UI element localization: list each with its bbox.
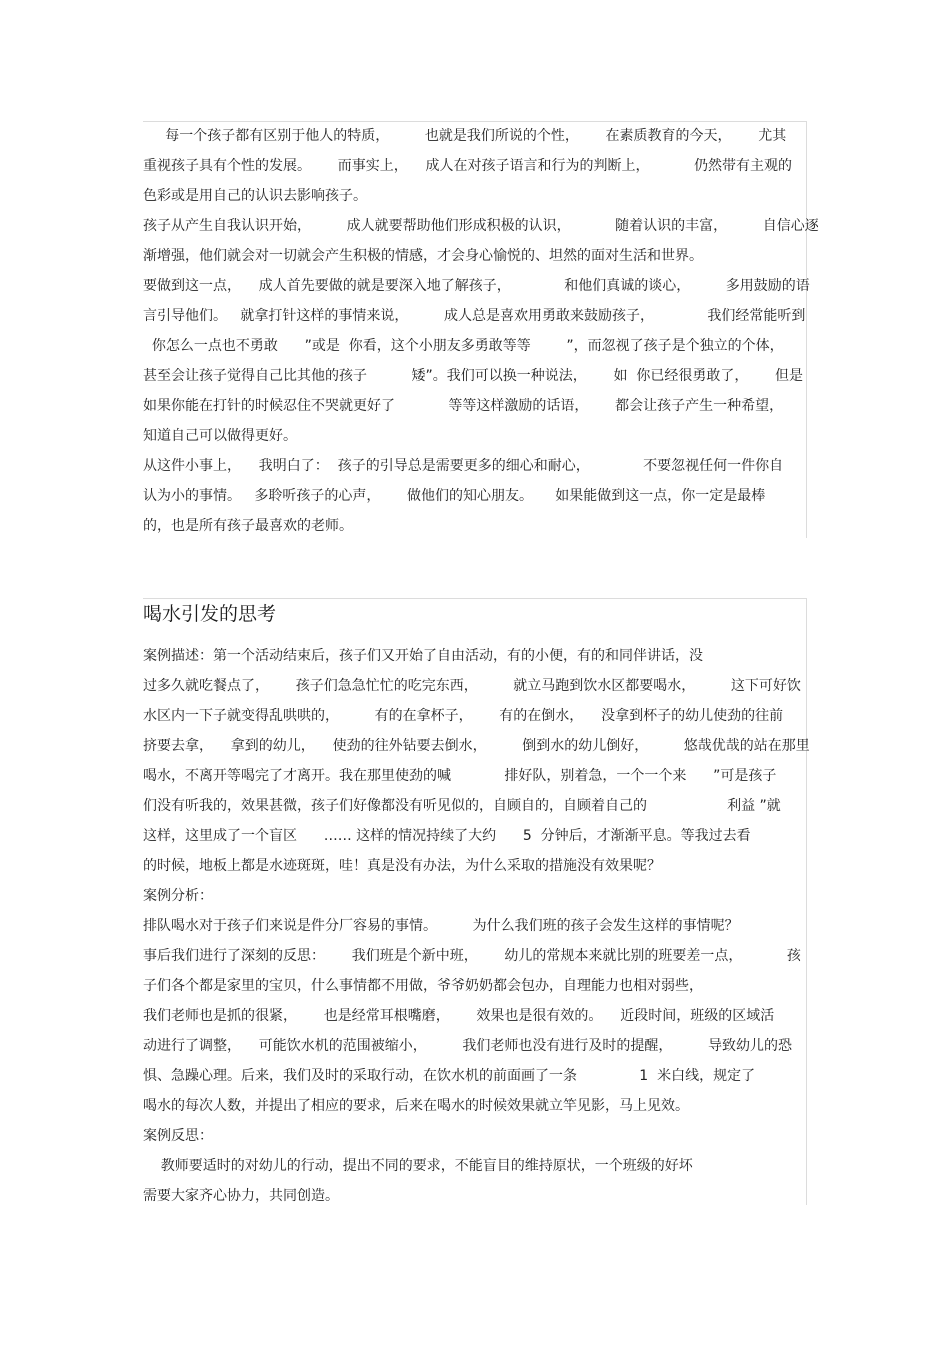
text-line: 案例分析： — [143, 888, 213, 904]
text-line: 每一个孩子都有区别于他人的特质， 也就是我们所说的个性， 在素质教育的今天， 尤其 — [143, 128, 787, 144]
text-line: 子们各个都是家里的宝贝，什么事情都不用做，爷爷奶奶都会包办，自理能力也相对弱些， — [143, 978, 703, 994]
case-study-section — [143, 598, 810, 1205]
text-line: 喝水，不离开等喝完了才离开。我在那里使劲的喊 排好队，别着急，一个一个来 ”可是孩子 — [143, 768, 777, 784]
text-line: 孩子从产生自我认识开始， 成人就要帮助他们形成积极的认识， 随着认识的丰富， 自信心逐 — [143, 218, 819, 234]
text-line: 的时候，地板上都是水迹斑斑，哇！真是没有办法，为什么采取的措施没有效果呢？ — [143, 858, 661, 874]
text-line: 知道自己可以做得更好。 — [143, 428, 297, 444]
text-line: 要做到这一点， 成人首先要做的就是要深入地了解孩子， 和他们真诚的谈心， 多用鼓励的语 — [143, 278, 810, 294]
text-line: 如果你能在打针的时候忍住不哭就更好了 等等这样激励的话语， 都会让孩子产生一种希望， — [143, 398, 784, 414]
case-study-title: 喝水引发的思考 — [143, 603, 277, 625]
text-line: 你怎么一点也不勇敢 ”或是 你看，这个小朋友多勇敢等等 ”，而忽视了孩子是个独立的个体， — [143, 338, 784, 354]
text-line: 水区内一下子就变得乱哄哄的， 有的在拿杯子， 有的在倒水， 没拿到杯子的幼儿使劲的往前 — [143, 708, 784, 724]
text-line: 言引导他们。 就拿打针这样的事情来说， 成人总是喜欢用勇敢来鼓励孩子， 我们经常能听到 — [143, 308, 806, 324]
text-line: 需要大家齐心协力，共同创造。 — [143, 1188, 339, 1204]
text-line: 惧、急躁心理。后来，我们及时的采取行动，在饮水机的前面画了一条 1 米白线，规定了 — [143, 1068, 756, 1084]
text-line: 事后我们进行了深刻的反思： 我们班是个新中班， 幼儿的常规本来就比别的班要差一点， 孩 — [143, 948, 801, 964]
text-line: 过多久就吃餐点了， 孩子们急急忙忙的吃完东西， 就立马跑到饮水区都要喝水， 这下可好饮 — [143, 678, 801, 694]
text-line: 排队喝水对于孩子们来说是件分厂容易的事情。 为什么我们班的孩子会发生这样的事情呢？ — [143, 918, 739, 934]
text-line: 重视孩子具有个性的发展。 而事实上， 成人在对孩子语言和行为的判断上， 仍然带有主观的 — [143, 158, 793, 174]
text-line: 动进行了调整， 可能饮水机的范围被缩小， 我们老师也没有进行及时的提醒， 导致幼儿的恐 — [143, 1038, 793, 1054]
text-line: 色彩或是用自己的认识去影响孩子。 — [143, 188, 367, 204]
text-line: 从这件小事上， 我明白了： 孩子的引导总是需要更多的细心和耐心， 不要忽视任何一件你自 — [143, 458, 784, 474]
text-line: 案例描述：第一个活动结束后，孩子们又开始了自由活动，有的小便，有的和同伴讲话，没 — [143, 648, 703, 664]
text-line: 渐增强，他们就会对一切就会产生积极的情感，才会身心愉悦的、坦然的面对生活和世界。 — [143, 248, 703, 264]
essay-section — [143, 121, 819, 538]
text-line: 这样，这里成了一个盲区 …… 这样的情况持续了大约 5 分钟后，才渐渐平息。等我过去看 — [143, 828, 751, 844]
text-line: 甚至会让孩子觉得自己比其他的孩子 矮”。我们可以换一种说法， 如 你已经很勇敢了， 但是 — [143, 368, 804, 384]
text-line: 教师要适时的对幼儿的行动，提出不同的要求，不能盲目的维持原状，一个班级的好坏 — [143, 1158, 693, 1174]
text-line: 我们老师也是抓的很紧， 也是经常耳根嘴磨， 效果也是很有效的。 近段时间，班级的区域活 — [143, 1008, 775, 1024]
text-line: 喝水的每次人数，并提出了相应的要求，后来在喝水的时候效果就立竿见影，马上见效。 — [143, 1098, 689, 1114]
text-line: 的，也是所有孩子最喜欢的老师。 — [143, 518, 353, 534]
text-line: 认为小的事情。 多聆听孩子的心声， 做他们的知心朋友。 如果能做到这一点，你一定是最棒 — [143, 488, 766, 504]
text-line: 案例反思： — [143, 1128, 213, 1144]
text-line: 挤要去拿， 拿到的幼儿， 使劲的往外钻要去倒水， 倒到水的幼儿倒好， 悠哉优哉的站在那里 — [143, 738, 810, 754]
text-line: 们没有听我的，效果甚微，孩子们好像都没有听见似的，自顾自的，自顾着自己的 利益 ”就 — [143, 798, 781, 814]
